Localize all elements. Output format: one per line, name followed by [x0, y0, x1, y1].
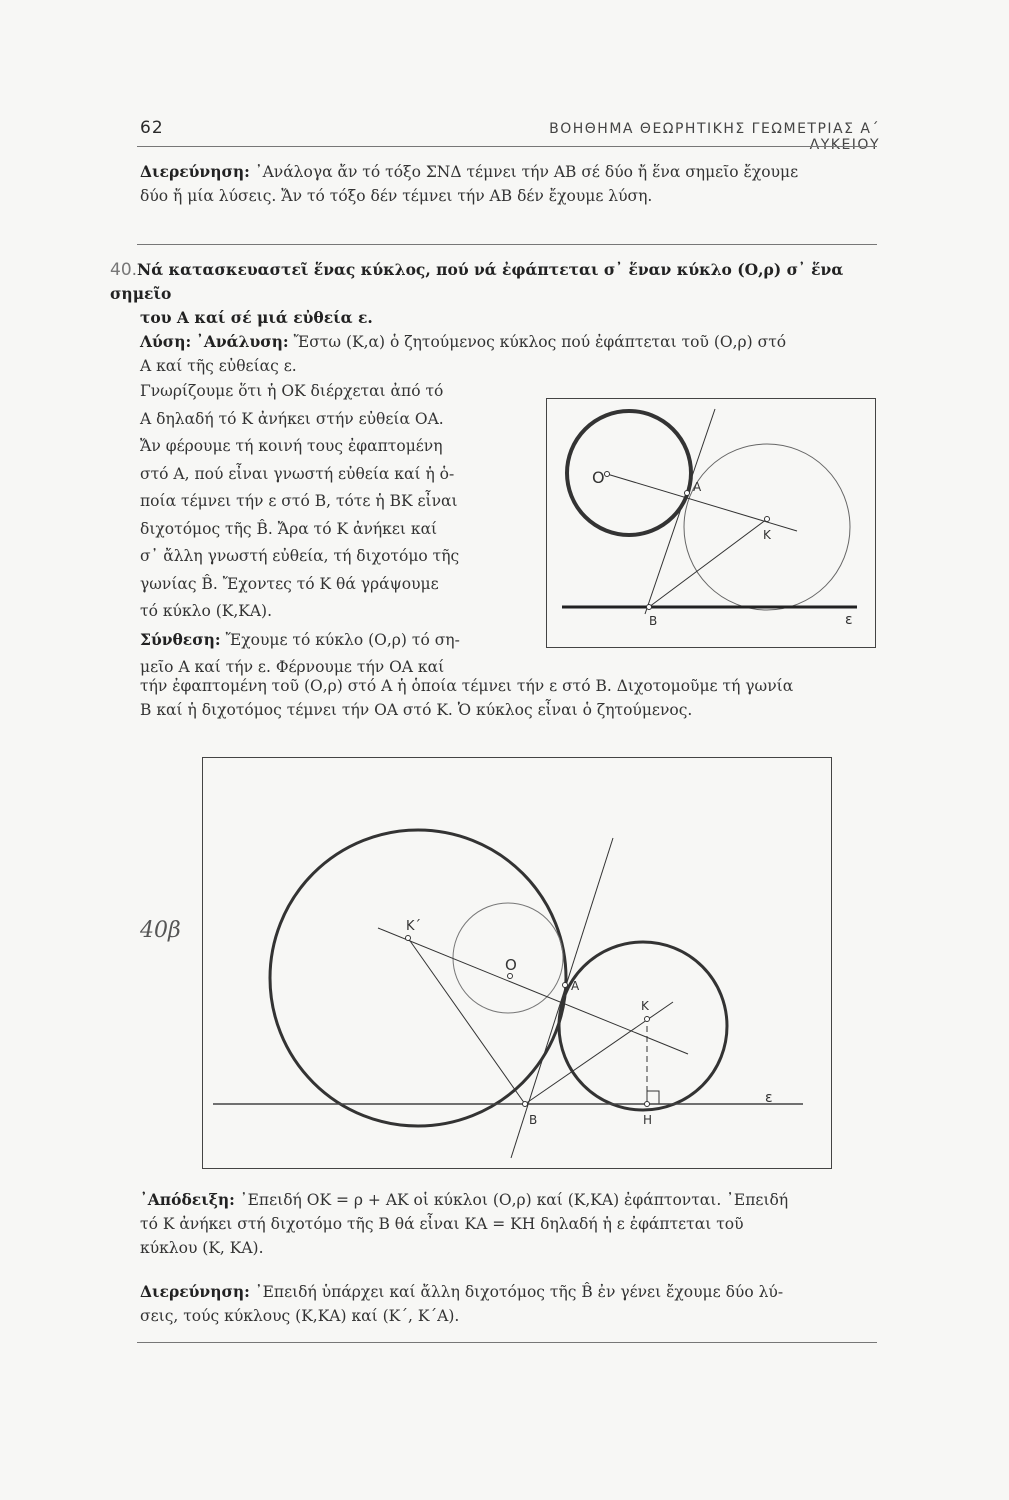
synthesis-continuation: [140, 674, 885, 722]
tangent-at-a: [511, 838, 613, 1158]
point-o: [508, 974, 513, 979]
label-a: A: [571, 979, 580, 993]
analysis-line: Α δηλαδή τό Κ ἀνήκει στήν εὐθεία ΟΑ.: [140, 409, 444, 428]
point-k: [645, 1017, 650, 1022]
proof-line-3: κύκλου (Κ, ΚΑ).: [140, 1239, 264, 1257]
analysis-line: διχοτόμος τῆς B̂. Ἄρα τό Κ ἀνήκει καί: [140, 519, 438, 538]
circle-k: [559, 942, 727, 1110]
bisector-bk: [649, 519, 767, 607]
discussion: [140, 1280, 880, 1328]
analysis-line: Γνωρίζουμε ὅτι ἡ ΟΚ διέρχεται ἀπό τό: [140, 382, 444, 400]
label-h: H: [643, 1113, 653, 1127]
point-k-prime: [406, 936, 411, 941]
discussion-line-2: σεις, τούς κύκλους (Κ,ΚΑ) καί (Κ΄, Κ΄Α).: [140, 1307, 460, 1325]
label-e: ε: [845, 612, 853, 628]
synthesis-label: Σύνθεση:: [140, 629, 221, 649]
circle-o: [567, 411, 691, 535]
figure-2-drawing: [203, 758, 831, 1168]
point-b: [647, 605, 652, 610]
point-k: [765, 517, 770, 522]
problem-number: 40.: [110, 260, 138, 280]
synthesis-line-2: μεῖο Α καί τήν ε. Φέρνουμε τήν ΟΑ καί: [140, 658, 445, 676]
proof: [140, 1188, 880, 1260]
circle-k: [684, 444, 850, 610]
analysis-line: γωνίας B̂. Ἔχοντες τό Κ θά γράψουμε: [140, 574, 439, 593]
analysis-line: Ἄν φέρουμε τή κοινή τους ἐφαπτομένη: [140, 437, 443, 455]
analysis-line: στό Α, πού εἶναι γνωστή εὐθεία καί ἡ ὁ-: [140, 464, 455, 483]
discussion-label-2: Διερεύνηση:: [140, 1282, 250, 1301]
label-o: O: [592, 468, 605, 487]
discussion-label: Διερεύνηση:: [140, 162, 250, 181]
proof-line-2: τό Κ ἀνήκει στή διχοτόμο τῆς Β θά εἶναι ΚΑ = ΚΗ δηλαδή ἡ ε ἐφάπτεται τοῦ: [140, 1215, 744, 1233]
solution-line-1: Ἔστω (Κ,α) ὁ ζητούμενος κύκλος πού ἐφάπτεται τοῦ (Ο,ρ) στό: [293, 333, 787, 351]
label-k: K: [641, 999, 649, 1013]
problem-statement: [110, 258, 890, 330]
problem-line-1: Νά κατασκευαστεῖ ἕνας κύκλος, πού νά ἐφάπτεται σ᾿ ἕναν κύκλο (Ο,ρ) σ᾿ ἕνα σημεῖο: [110, 260, 844, 303]
line-ok: [378, 928, 688, 1054]
label-a: A: [693, 480, 702, 494]
discussion-line-1: ᾿Επειδή ὑπάρχει καί ἄλλη διχοτόμος τῆς B̂ ἐν γένει ἔχουμε δύο λύ-: [254, 1283, 784, 1301]
prev-line-2: δύο ἤ μία λύσεις. Ἄν τό τόξο δέν τέμνει τήν ΑΒ δέν ἔχουμε λύση.: [140, 187, 653, 205]
previous-discussion: [140, 160, 880, 208]
figure-1-drawing: [547, 399, 875, 647]
label-k: K: [763, 528, 771, 542]
label-b: B: [649, 614, 658, 628]
point-a: [563, 983, 568, 988]
label-e: ε: [765, 1090, 773, 1106]
page-number: 62: [140, 118, 164, 138]
solution-line-2: Α καί τῆς εὐθείας ε.: [140, 357, 297, 375]
solution-intro: [140, 330, 880, 378]
analysis-line: ποία τέμνει τήν ε στό Β, τότε ἡ ΒΚ εἶναι: [140, 492, 458, 510]
circle-k-prime: [270, 830, 566, 1126]
header-rule: [137, 146, 877, 147]
synthesis-line-3: τήν ἐφαπτομένη τοῦ (Ο,ρ) στό Α ἡ ὁποία τέμνει τήν ε στό Β. Διχοτομοῦμε τή γωνία: [140, 677, 794, 695]
label-b: B: [529, 1113, 538, 1127]
line-ok: [607, 474, 797, 531]
analysis-line: σ᾿ ἄλλη γνωστή εὐθεία, τή διχοτόμο τῆς: [140, 547, 460, 565]
point-o: [605, 472, 610, 477]
figure-2: [202, 757, 832, 1169]
section-rule: [137, 244, 877, 245]
point-h: [645, 1102, 650, 1107]
synthesis-line-1: Ἔχουμε τό κύκλο (Ο,ρ) τό ση-: [225, 630, 460, 649]
label-k-prime: K΄: [406, 919, 422, 934]
proof-label: ᾿Απόδειξη:: [140, 1190, 235, 1209]
problem-line-2: του Α καί σέ μιά εὐθεία ε.: [140, 308, 373, 327]
handwritten-margin-note: 40β: [140, 918, 181, 943]
figure-1: [546, 398, 876, 648]
point-b: [523, 1102, 528, 1107]
analysis-label: ᾿Ανάλυση:: [196, 332, 289, 351]
analysis-line: τό κύκλο (Κ,ΚΑ).: [140, 602, 273, 620]
label-o: O: [505, 956, 517, 974]
synthesis-line-4: Β καί ἡ διχοτόμος τέμνει τήν ΟΑ στό Κ. Ὁ κύκλος εἶναι ὁ ζητούμενος.: [140, 701, 693, 719]
analysis-column: [140, 378, 535, 682]
footer-rule: [137, 1342, 877, 1343]
prev-line-1: ᾿Ανάλογα ἄν τό τόξο ΣΝΔ τέμνει τήν ΑΒ σέ δύο ἤ ἕνα σημεῖο ἔχουμε: [254, 163, 799, 181]
solution-label: Λύση:: [140, 332, 192, 351]
proof-line-1: ᾿Επειδή ΟΚ = ρ + ΑΚ οἱ κύκλοι (Ο,ρ) καί (Κ,ΚΑ) ἐφάπτονται. ᾿Επειδή: [239, 1191, 789, 1209]
point-a: [685, 491, 690, 496]
running-header: ΒΟΗΘΗΜΑ ΘΕΩΡΗΤΙΚΗΣ ΓΕΩΜΕΤΡΙΑΣ Α΄ ΛΥΚΕΙΟΥ: [549, 121, 880, 153]
